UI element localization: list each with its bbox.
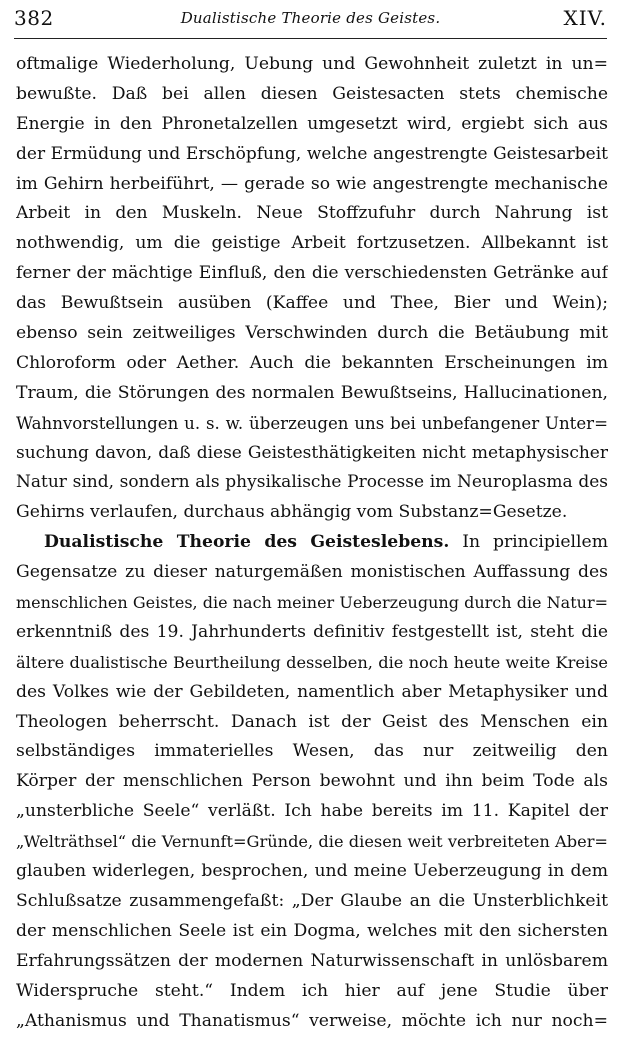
text-line: ältere dualistische Beurtheilung desselben, die noch heute weite Kreise — [16, 652, 608, 672]
chapter-number: XIV. — [563, 6, 607, 30]
text-line: Gehirns verlaufen, durchaus abhängig vom Substanz=Gesetze. — [16, 502, 568, 523]
text-line: Gegensatze zu dieser naturgemäßen monistischen Auffassung des — [16, 562, 608, 583]
text-line: ferner der mächtige Einfluß, den die verschiedensten Getränke auf — [16, 263, 608, 284]
text-line: Körper der menschlichen Person bewohnt und ihn beim Tode als — [16, 771, 608, 792]
text-line: oftmalige Wiederholung, Uebung und Gewohnheit zuletzt in un= — [16, 54, 608, 74]
text-line: der menschlichen Seele ist ein Dogma, welches mit den sichersten — [16, 920, 608, 941]
text-line: Energie in den Phronetalzellen umgesetzt wird, ergiebt sich aus — [16, 113, 608, 134]
body-text — [16, 50, 608, 1036]
running-title: Dualistische Theorie des Geistes. — [180, 9, 441, 27]
text-line: Schlußsatze zusammengefaßt: „Der Glaube an die Unsterblichkeit — [16, 890, 608, 911]
text-line: „Athanismus und Thanatismus“ verweise, möchte ich nur noch= — [16, 1010, 608, 1031]
text-line: Theologen beherrscht. Danach ist der Geist des Menschen ein — [16, 711, 608, 732]
section-heading: Dualistische Theorie des Geisteslebens. — [44, 532, 450, 553]
text-line: Erfahrungssätzen der modernen Naturwissenschaft in unlösbarem — [16, 950, 608, 971]
text-fragment: In principiellem — [462, 532, 608, 553]
text-line: nothwendig, um die geistige Arbeit fortzusetzen. Allbekannt ist — [16, 233, 608, 254]
section-heading-line — [16, 528, 608, 558]
text-line: bewußte. Daß bei allen diesen Geistesacten stets chemische — [16, 83, 608, 104]
text-line: menschlichen Geistes, die nach meiner Ueberzeugung durch die Natur= — [16, 593, 608, 613]
text-line: Chloroform oder Aether. Auch die bekannten Erscheinungen im — [16, 352, 608, 373]
text-line: glauben widerlegen, besprochen, und meine Ueberzeugung in dem — [16, 861, 608, 882]
text-line: Arbeit in den Muskeln. Neue Stoffzufuhr durch Nahrung ist — [16, 203, 608, 224]
page-number: 382 — [14, 6, 54, 30]
text-line: „Welträthsel“ die Vernunft=Gründe, die diesen weit verbreiteten Aber= — [16, 832, 608, 852]
text-line: suchung davon, daß diese Geistesthätigkeiten nicht metaphysischer — [16, 442, 608, 463]
text-line: im Gehirn herbeiführt, — gerade so wie angestrengte mechanische — [16, 173, 608, 194]
text-line: „unsterbliche Seele“ verläßt. Ich habe bereits im 11. Kapitel der — [16, 801, 608, 822]
text-line: Wahnvorstellungen u. s. w. überzeugen uns bei unbefangener Unter= — [16, 413, 608, 433]
header-rule — [14, 38, 607, 39]
text-line: Natur sind, sondern als physikalische Processe im Neuroplasma des — [16, 472, 608, 493]
page-header — [14, 6, 607, 36]
text-line: Traum, die Störungen des normalen Bewußtseins, Hallucinationen, — [16, 382, 608, 403]
paragraph-2 — [16, 528, 608, 1036]
paragraph-1 — [16, 50, 608, 528]
text-line: selbständiges immaterielles Wesen, das nur zeitweilig den — [16, 741, 608, 762]
text-line: erkenntniß des 19. Jahrhunderts definitiv festgestellt ist, steht die — [16, 621, 608, 642]
text-line: des Volkes wie der Gebildeten, namentlich aber Metaphysiker und — [16, 681, 608, 702]
text-line: Widerspruche steht.“ Indem ich hier auf jene Studie über — [16, 980, 608, 1001]
text-line: das Bewußtsein ausüben (Kaffee und Thee, Bier und Wein); — [16, 293, 608, 314]
text-line: der Ermüdung und Erschöpfung, welche angestrengte Geistesarbeit — [16, 143, 608, 164]
text-line: ebenso sein zeitweiliges Verschwinden durch die Betäubung mit — [16, 323, 608, 344]
